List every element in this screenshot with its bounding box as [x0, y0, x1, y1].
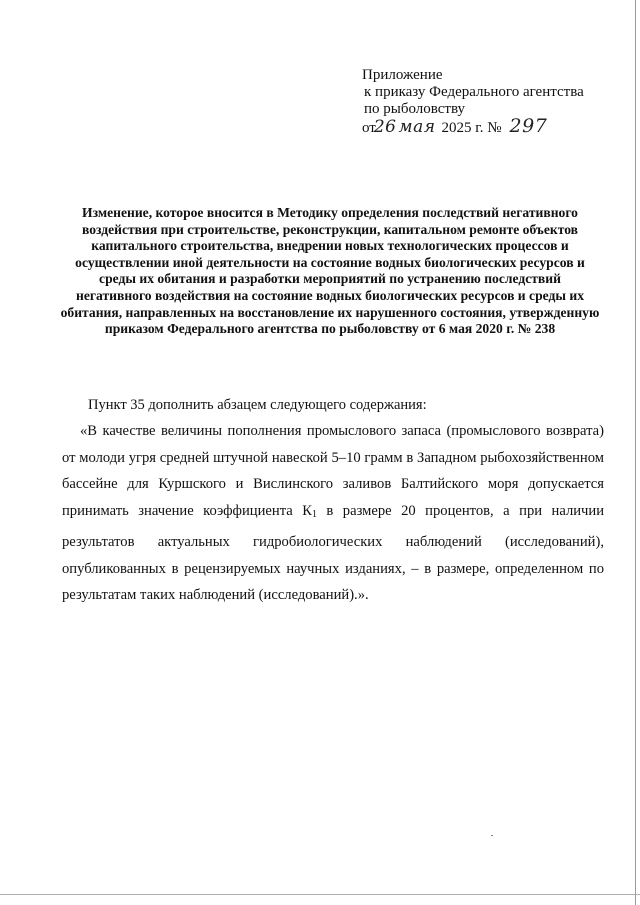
handwritten-month: мая — [398, 117, 436, 137]
appendix-order-ref: к приказу Федерального агентства — [364, 84, 584, 100]
scan-edge-bottom — [0, 894, 640, 895]
document-title-text: Изменение, которое вносится в Методику определения последствий негативного воздействия при строительстве, реконструкции, капитальном ремонте объектов капитального строительства, внедрении новых технологических процессов и осуществлении иной деятельности на состояние водных биологических ресурсов и среды их обитания и разработки мероприятий по устранению последствий негативного воздействия на состояние водных биологических ресурсов и среды их обитания, направленных на восстановление их нарушенного состояния, утвержденную приказом Федерального агентства по рыболовству от 6 мая 2020 г. № 238 — [60, 205, 600, 337]
document-title — [60, 205, 600, 338]
scan-edge-right — [635, 0, 636, 905]
appendix-title: Приложение — [362, 67, 443, 83]
appendix-agency: по рыболовству — [364, 101, 466, 117]
handwritten-day: 26 — [373, 117, 397, 137]
date-year-text: 2025 г. № — [441, 120, 502, 136]
paragraph-part1: «В качестве величины пополнения промыслового запаса (промыслового возврата) от молоди угря средней штучной навеской 5–10 грамм в Западном рыбохозяйственном бассейне для Куршского и Вислинского заливов Балтийского моря допускается принимать значение коэффициента К — [62, 423, 604, 520]
date-prefix: от — [362, 120, 376, 136]
appendix-date-line — [362, 115, 622, 137]
handwritten-order-number: 297 — [509, 115, 548, 137]
amendment-paragraph — [62, 418, 604, 609]
scan-speck — [491, 835, 493, 836]
lead-sentence: Пункт 35 дополнить абзацем следующего содержания: — [88, 397, 427, 413]
paragraph-part2: в размере 20 процентов, а при наличии результатов актуальных гидробиологических наблюдений (исследований), опубликованных в рецензируемых научных изданиях, – в размере, определенном по результатам таких наблюдений (исследований).». — [62, 503, 604, 604]
appendix-header — [362, 67, 622, 137]
coefficient-subscript: 1 — [311, 509, 317, 521]
